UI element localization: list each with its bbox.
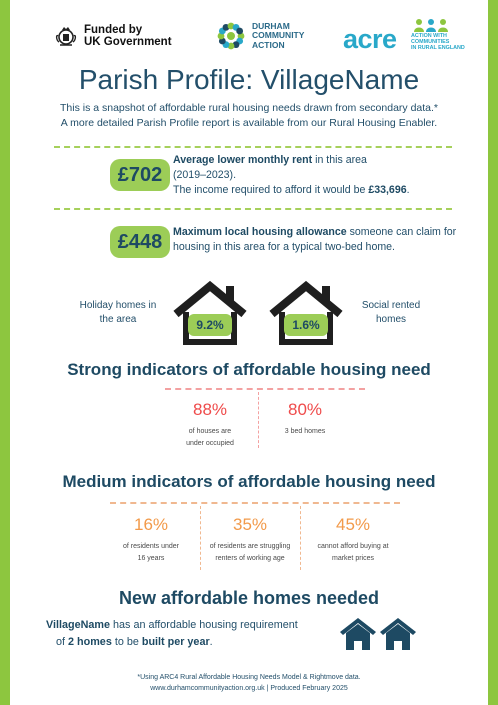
footnote-line2: www.durhamcommunityaction.org.uk | Produced February 2025 xyxy=(150,685,348,692)
stat-value: 16% xyxy=(133,515,169,534)
new-homes-text2: of xyxy=(56,636,69,648)
stat-value: 45% xyxy=(335,515,371,534)
stat-label-line2: market prices xyxy=(331,555,374,562)
government-logo-line1: Funded by xyxy=(84,24,143,36)
lha-value-pill: £448 xyxy=(110,226,170,258)
house-icon xyxy=(170,280,250,346)
lha-text: someone can claim for housing in this area for a typical two-bed home. xyxy=(173,226,457,253)
stat-three-bed xyxy=(265,400,345,438)
dca-logo-line3: ACTION xyxy=(252,39,285,50)
rent-text2: (2019–2023). xyxy=(173,169,237,181)
stat-label-line1: of residents are struggling xyxy=(209,543,291,550)
stat-label-line1: of houses are xyxy=(188,428,232,435)
stat-value: 80% xyxy=(287,400,323,419)
divider xyxy=(54,146,452,148)
rent-description xyxy=(173,153,458,198)
intro-line1: This is a snapshot of affordable rural housing needs drawn from secondary data.* xyxy=(59,102,439,114)
two-houses-icon xyxy=(338,614,420,652)
stat-label-line1: 3 bed homes xyxy=(284,428,326,435)
logo-bar xyxy=(10,18,488,62)
built-per-year: built per year xyxy=(141,636,210,648)
dca-logo-line2: COMMUNITY xyxy=(252,30,305,41)
acre-wordmark: acre xyxy=(343,24,397,54)
stat-label-line2: renters of working age xyxy=(215,555,285,562)
stat-label xyxy=(105,541,197,565)
divider xyxy=(110,502,400,504)
medium-indicators-heading: Medium indicators of affordable housing need xyxy=(62,472,436,491)
rent-value-pill: £702 xyxy=(110,159,170,191)
strong-indicators-heading: Strong indicators of affordable housing need xyxy=(67,360,431,379)
stat-label xyxy=(303,541,403,565)
stat-label-line1: of residents under xyxy=(122,543,180,550)
holiday-homes-label-line2: the area xyxy=(99,314,137,325)
stat-under-16 xyxy=(105,515,197,565)
rent-text3: The income required to afford it would be xyxy=(173,184,369,196)
royal-crest-icon xyxy=(54,24,78,48)
new-homes-statement xyxy=(46,617,346,651)
government-logo-line2: UK Government xyxy=(84,36,172,48)
acre-tag-line3: IN RURAL ENGLAND xyxy=(411,45,465,51)
stat-struggling-renters xyxy=(200,515,300,565)
rent-income-value: £33,696 xyxy=(368,184,407,196)
social-rented-label xyxy=(346,299,436,327)
durham-community-action-logo xyxy=(215,20,304,52)
dca-flower-icon xyxy=(215,20,247,52)
stat-label-line1: cannot afford buying at xyxy=(317,543,389,550)
social-rented-label-line2: homes xyxy=(375,314,406,325)
stat-label xyxy=(165,426,255,450)
stat-value: 35% xyxy=(232,515,268,534)
stat-label xyxy=(265,426,345,438)
village-name: VillageName xyxy=(46,619,111,631)
intro-text xyxy=(10,101,488,130)
social-rented-label-line1: Social rented xyxy=(361,300,421,311)
homes-count: 2 homes xyxy=(68,636,112,648)
acre-tag-line2: COMMUNITIES xyxy=(411,39,450,45)
stat-under-occupied xyxy=(165,400,255,450)
acre-tag-line1: ACTION WITH xyxy=(411,33,447,39)
profile-page xyxy=(10,0,488,705)
logo-center xyxy=(227,32,235,40)
stat-label-line2: 16 years xyxy=(137,555,165,562)
footnote xyxy=(10,672,488,694)
people-figures-icon xyxy=(413,18,449,32)
dca-logo-line1: DURHAM xyxy=(252,20,290,31)
divider xyxy=(165,388,365,390)
lha-description xyxy=(173,225,458,255)
uk-government-logo xyxy=(54,24,172,48)
new-homes-heading: New affordable homes needed xyxy=(118,588,380,608)
social-rented-value: 1.6% xyxy=(284,314,328,336)
stat-cannot-afford xyxy=(303,515,403,565)
new-homes-text3: to be xyxy=(111,636,142,648)
holiday-homes-label xyxy=(68,299,168,327)
stat-label xyxy=(200,541,300,565)
stat-value: 88% xyxy=(192,400,228,419)
logo-petal xyxy=(236,28,243,35)
stat-label-line2: under occupied xyxy=(186,440,234,447)
rent-text1: in this area xyxy=(312,154,367,166)
holiday-homes-value: 9.2% xyxy=(188,314,232,336)
divider xyxy=(300,506,301,570)
lha-bold-label: Maximum local housing allowance xyxy=(173,226,347,238)
house-icon xyxy=(266,280,346,346)
footnote-line1: *Using ARC4 Rural Affordable Housing Needs Model & Rightmove data. xyxy=(137,674,361,681)
holiday-homes-label-line1: Holiday homes in xyxy=(79,300,157,311)
intro-line2: A more detailed Parish Profile report is available from our Rural Housing Enabler. xyxy=(60,116,438,129)
divider xyxy=(258,392,259,448)
rent-end: . xyxy=(406,184,410,196)
divider xyxy=(54,208,452,210)
new-homes-text1: has an affordable housing requirement xyxy=(110,619,298,631)
rent-bold-label: Average lower monthly rent xyxy=(173,154,313,166)
page-title: Parish Profile: VillageName xyxy=(78,64,420,95)
new-homes-end: . xyxy=(209,636,213,648)
